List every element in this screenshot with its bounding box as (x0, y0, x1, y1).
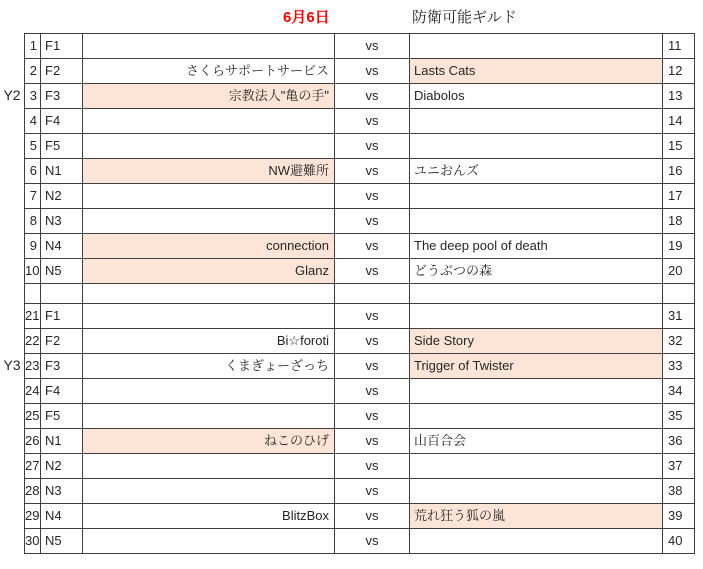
vs-cell[interactable]: vs (335, 454, 410, 479)
right-guild-cell[interactable] (410, 109, 663, 134)
right-guild-cell[interactable]: Lasts Cats (410, 59, 663, 84)
left-guild-cell[interactable] (83, 109, 335, 134)
right-number-cell[interactable]: 31 (663, 304, 695, 329)
right-guild-cell[interactable]: Trigger of Twister (410, 354, 663, 379)
right-guild-cell[interactable]: The deep pool of death (410, 234, 663, 259)
slot-cell[interactable]: F3 (41, 84, 83, 109)
right-number-cell[interactable]: 37 (663, 454, 695, 479)
row-number-cell[interactable]: 28 (25, 479, 41, 504)
table-row (25, 234, 695, 259)
left-guild-cell[interactable] (83, 134, 335, 159)
right-number-cell[interactable]: 34 (663, 379, 695, 404)
right-number-cell[interactable]: 18 (663, 209, 695, 234)
right-guild-cell[interactable] (410, 184, 663, 209)
row-number-cell[interactable]: 23 (25, 354, 41, 379)
table-row (25, 259, 695, 284)
table-row (25, 454, 695, 479)
table-row (25, 159, 695, 184)
table-row (25, 34, 695, 59)
right-guild-cell[interactable] (410, 34, 663, 59)
left-guild-cell[interactable] (83, 404, 335, 429)
table-row (25, 134, 695, 159)
table-row (25, 504, 695, 529)
slot-cell[interactable]: N4 (41, 504, 83, 529)
schedule-table (24, 33, 695, 554)
right-number-cell[interactable]: 11 (663, 34, 695, 59)
row-number-cell[interactable]: 7 (25, 184, 41, 209)
vs-cell[interactable] (335, 284, 410, 304)
right-number-cell[interactable]: 39 (663, 504, 695, 529)
right-guild-cell[interactable]: Side Story (410, 329, 663, 354)
slot-cell[interactable]: N5 (41, 259, 83, 284)
vs-cell[interactable]: vs (335, 404, 410, 429)
vs-cell[interactable]: vs (335, 329, 410, 354)
vs-cell[interactable]: vs (335, 529, 410, 554)
slot-cell[interactable]: N3 (41, 209, 83, 234)
vs-cell[interactable]: vs (335, 234, 410, 259)
right-number-cell[interactable]: 35 (663, 404, 695, 429)
right-guild-cell[interactable] (410, 209, 663, 234)
right-guild-cell[interactable] (410, 404, 663, 429)
slot-cell[interactable]: F2 (41, 59, 83, 84)
right-guild-cell[interactable] (410, 284, 663, 304)
left-guild-cell[interactable] (83, 479, 335, 504)
left-guild-cell[interactable]: ねこのひげ (83, 429, 335, 454)
table-row (25, 529, 695, 554)
slot-cell[interactable]: F2 (41, 329, 83, 354)
left-guild-cell[interactable] (83, 529, 335, 554)
right-number-cell[interactable]: 14 (663, 109, 695, 134)
vs-cell[interactable]: vs (335, 59, 410, 84)
vs-cell[interactable]: vs (335, 304, 410, 329)
right-number-cell[interactable]: 20 (663, 259, 695, 284)
table-row (25, 84, 695, 109)
left-guild-cell[interactable] (83, 454, 335, 479)
row-number-cell[interactable]: 1 (25, 34, 41, 59)
slot-cell[interactable]: F5 (41, 134, 83, 159)
slot-cell[interactable]: F4 (41, 379, 83, 404)
row-number-cell[interactable]: 29 (25, 504, 41, 529)
table-row (25, 329, 695, 354)
table-row (25, 59, 695, 84)
slot-cell[interactable]: N4 (41, 234, 83, 259)
block-label-y3: Y3 (3, 357, 21, 373)
right-number-cell[interactable]: 16 (663, 159, 695, 184)
left-guild-cell[interactable]: NW避難所 (83, 159, 335, 184)
right-guild-cell[interactable] (410, 454, 663, 479)
row-number-cell[interactable]: 6 (25, 159, 41, 184)
block-label-y2: Y2 (3, 87, 21, 103)
right-guild-cell[interactable] (410, 529, 663, 554)
right-guild-cell[interactable]: ユニおんズ (410, 159, 663, 184)
slot-cell[interactable]: N5 (41, 529, 83, 554)
right-guild-cell[interactable] (410, 304, 663, 329)
right-number-cell[interactable]: 17 (663, 184, 695, 209)
slot-cell[interactable] (41, 284, 83, 304)
row-number-cell[interactable]: 21 (25, 304, 41, 329)
right-guild-cell[interactable]: Diabolos (410, 84, 663, 109)
right-number-cell[interactable]: 15 (663, 134, 695, 159)
right-guild-cell[interactable]: 荒れ狂う狐の嵐 (410, 504, 663, 529)
vs-cell[interactable]: vs (335, 84, 410, 109)
right-number-cell[interactable]: 13 (663, 84, 695, 109)
vs-cell[interactable]: vs (335, 504, 410, 529)
right-number-cell[interactable]: 32 (663, 329, 695, 354)
right-number-cell[interactable]: 33 (663, 354, 695, 379)
row-number-cell[interactable]: 26 (25, 429, 41, 454)
row-number-cell[interactable] (25, 284, 41, 304)
left-guild-cell[interactable]: さくらサポートサービス (83, 59, 335, 84)
right-number-cell[interactable]: 19 (663, 234, 695, 259)
slot-cell[interactable]: F3 (41, 354, 83, 379)
left-guild-cell[interactable]: 宗教法人"亀の手" (83, 84, 335, 109)
table-row (25, 404, 695, 429)
right-guild-cell[interactable] (410, 379, 663, 404)
right-number-cell[interactable]: 38 (663, 479, 695, 504)
right-guild-cell[interactable]: どうぶつの森 (410, 259, 663, 284)
vs-cell[interactable]: vs (335, 159, 410, 184)
left-guild-cell[interactable] (83, 184, 335, 209)
vs-cell[interactable]: vs (335, 479, 410, 504)
row-number-cell[interactable]: 4 (25, 109, 41, 134)
row-number-cell[interactable]: 24 (25, 379, 41, 404)
table-row (25, 479, 695, 504)
left-guild-cell[interactable]: Glanz (83, 259, 335, 284)
vs-cell[interactable]: vs (335, 34, 410, 59)
slot-cell[interactable]: F4 (41, 109, 83, 134)
table-row (25, 354, 695, 379)
row-number-cell[interactable]: 30 (25, 529, 41, 554)
slot-cell[interactable]: N2 (41, 454, 83, 479)
left-guild-cell[interactable]: Bi☆foroti (83, 329, 335, 354)
left-guild-cell[interactable] (83, 284, 335, 304)
right-number-cell[interactable]: 40 (663, 529, 695, 554)
vs-cell[interactable]: vs (335, 134, 410, 159)
table-row (25, 429, 695, 454)
row-number-cell[interactable]: 8 (25, 209, 41, 234)
slot-cell[interactable]: F1 (41, 34, 83, 59)
right-number-cell[interactable] (663, 284, 695, 304)
vs-cell[interactable]: vs (335, 354, 410, 379)
vs-cell[interactable]: vs (335, 429, 410, 454)
row-number-cell[interactable]: 2 (25, 59, 41, 84)
table-row (25, 304, 695, 329)
table-row (25, 184, 695, 209)
row-number-cell[interactable]: 25 (25, 404, 41, 429)
left-guild-cell[interactable]: くまぎょーざっち (83, 354, 335, 379)
right-guild-cell[interactable] (410, 134, 663, 159)
right-guild-cell[interactable] (410, 479, 663, 504)
left-guild-cell[interactable] (83, 209, 335, 234)
vs-cell[interactable]: vs (335, 259, 410, 284)
spacer-row (25, 284, 695, 304)
row-number-cell[interactable]: 9 (25, 234, 41, 259)
left-guild-cell[interactable] (83, 34, 335, 59)
left-guild-cell[interactable] (83, 304, 335, 329)
table-row (25, 379, 695, 404)
left-guild-cell[interactable] (83, 379, 335, 404)
left-guild-cell[interactable]: BlitzBox (83, 504, 335, 529)
vs-cell[interactable]: vs (335, 209, 410, 234)
slot-cell[interactable]: N1 (41, 429, 83, 454)
slot-cell[interactable]: F5 (41, 404, 83, 429)
date-title: 6月6日 (283, 9, 330, 26)
vs-cell[interactable]: vs (335, 184, 410, 209)
vs-cell[interactable]: vs (335, 109, 410, 134)
slot-cell[interactable]: F1 (41, 304, 83, 329)
right-number-cell[interactable]: 12 (663, 59, 695, 84)
slot-cell[interactable]: N3 (41, 479, 83, 504)
right-guild-cell[interactable]: 山百合会 (410, 429, 663, 454)
row-number-cell[interactable]: 10 (25, 259, 41, 284)
table-row (25, 109, 695, 134)
row-number-cell[interactable]: 5 (25, 134, 41, 159)
left-guild-cell[interactable]: connection (83, 234, 335, 259)
defendable-guild-title: 防衛可能ギルド (412, 9, 517, 26)
row-number-cell[interactable]: 3 (25, 84, 41, 109)
row-number-cell[interactable]: 27 (25, 454, 41, 479)
slot-cell[interactable]: N2 (41, 184, 83, 209)
table-row (25, 209, 695, 234)
right-number-cell[interactable]: 36 (663, 429, 695, 454)
row-number-cell[interactable]: 22 (25, 329, 41, 354)
slot-cell[interactable]: N1 (41, 159, 83, 184)
vs-cell[interactable]: vs (335, 379, 410, 404)
